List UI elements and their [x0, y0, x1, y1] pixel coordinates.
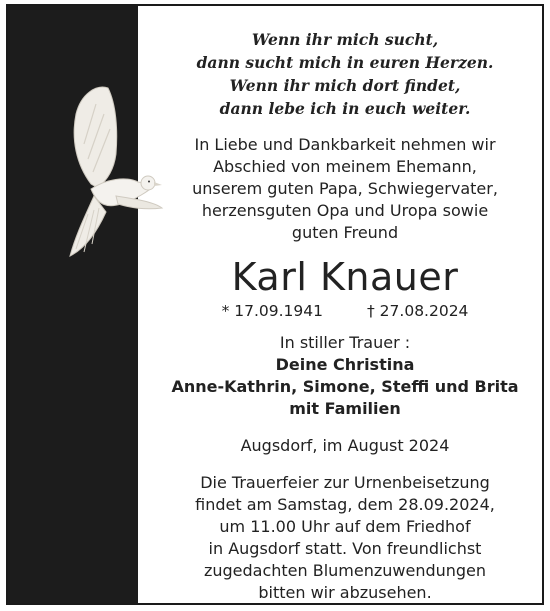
ceremony-line: um 11.00 Uhr auf dem Friedhof — [219, 517, 471, 536]
poem — [148, 28, 542, 120]
intro-line: herzensguten Opa und Uropa sowie — [201, 201, 489, 220]
ceremony-line: bitten wir abzusehen. — [258, 583, 432, 602]
life-dates — [148, 300, 542, 322]
ceremony-line: findet am Samstag, dem 28.09.2024, — [195, 495, 495, 514]
ceremony-info — [148, 472, 542, 604]
intro-line: unserem guten Papa, Schwiegervater, — [192, 179, 498, 198]
mourner-line: mit Familien — [289, 399, 401, 418]
obituary-notice — [6, 4, 544, 605]
ceremony-line: zugedachten Blumenzuwendungen — [203, 561, 487, 580]
birth-date: * 17.09.1941 — [221, 302, 323, 320]
poem-line: dann lebe ich in euch weiter. — [219, 99, 471, 118]
mourners-heading: In stiller Trauer : — [279, 333, 411, 352]
intro-text — [148, 134, 542, 244]
intro-line: Abschied von meinem Ehemann, — [213, 157, 477, 176]
intro-line: In Liebe und Dankbarkeit nehmen wir — [194, 135, 496, 154]
notice-content — [148, 6, 542, 603]
poem-line: Wenn ihr mich sucht, — [251, 30, 439, 49]
mourner-line: Anne-Kathrin, Simone, Steffi und Brita — [171, 377, 519, 396]
mourner-line: Deine Christina — [275, 355, 415, 374]
place-date: Augsdorf, im August 2024 — [240, 436, 450, 455]
ceremony-line: Die Trauerfeier zur Urnenbeisetzung — [200, 473, 490, 492]
deceased-name: Karl Knauer — [231, 255, 459, 299]
mourners — [148, 332, 542, 420]
ceremony-line: in Augsdorf statt. Von freundlichst — [208, 539, 482, 558]
poem-line: Wenn ihr mich dort findet, — [229, 76, 461, 95]
intro-line: guten Freund — [291, 223, 399, 242]
death-date: † 27.08.2024 — [367, 302, 469, 320]
poem-line: dann sucht mich in euren Herzen. — [196, 53, 494, 72]
